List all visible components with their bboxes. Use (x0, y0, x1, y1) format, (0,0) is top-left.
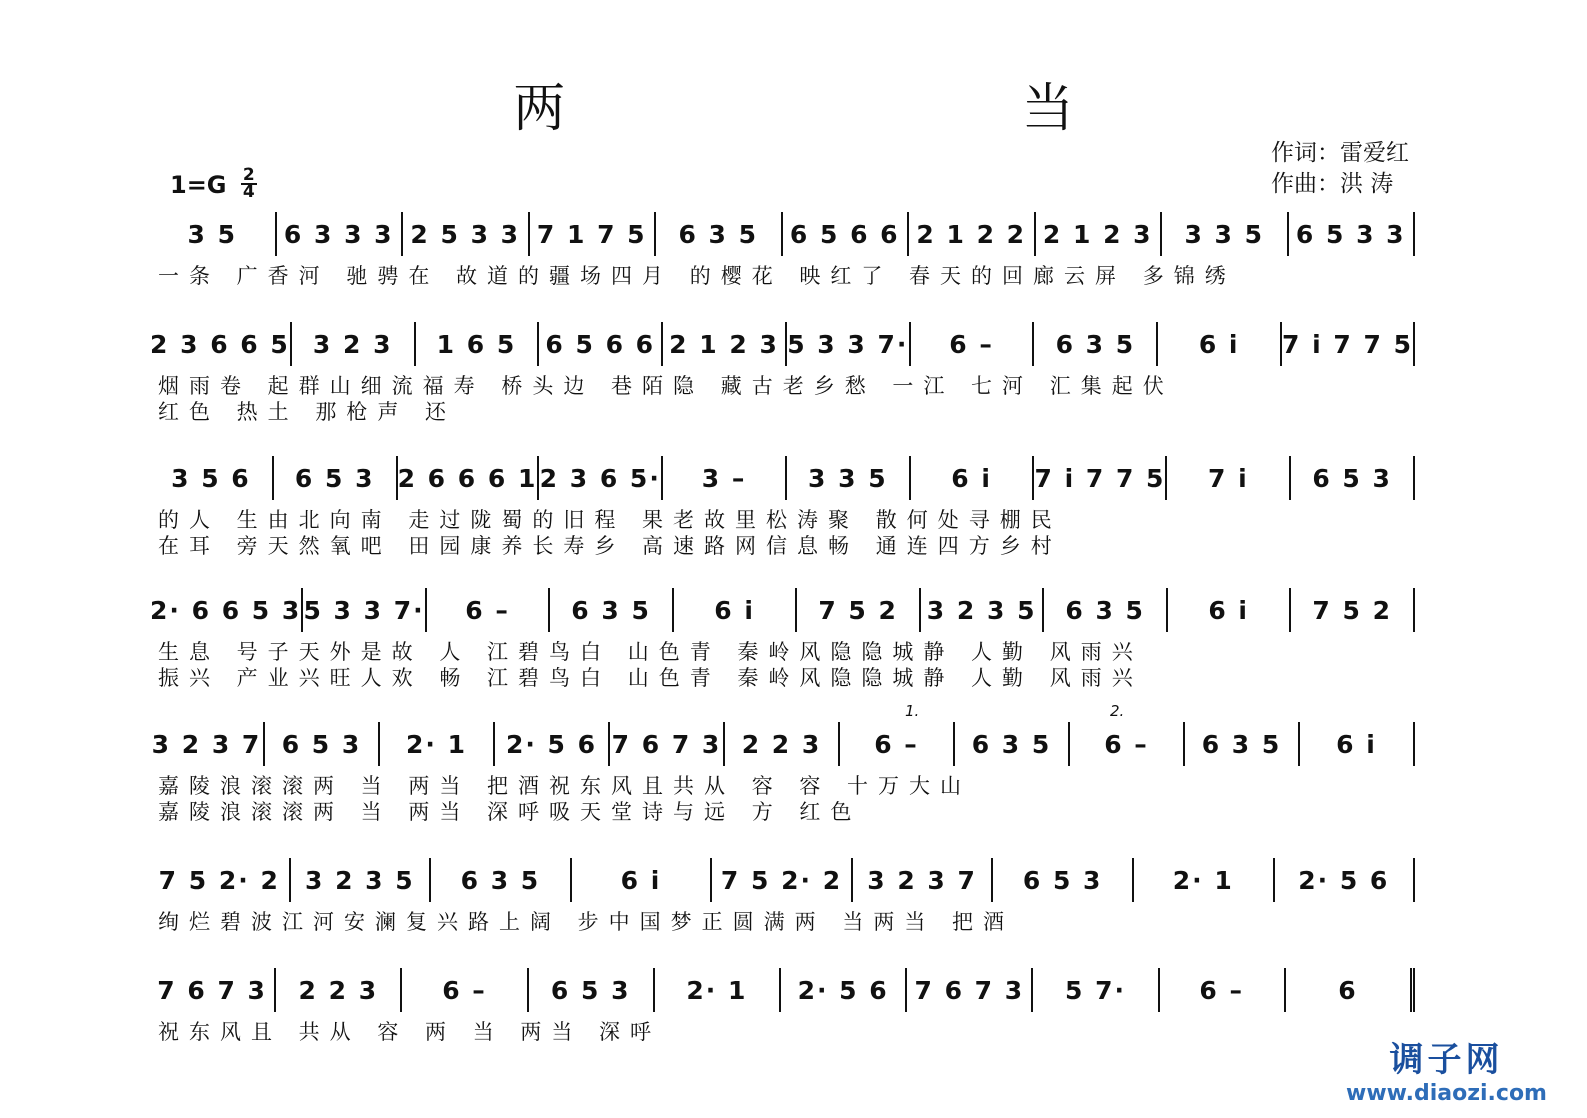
key-signature (170, 165, 257, 202)
measure-notes: 6 – (874, 729, 919, 759)
measure (1036, 212, 1163, 256)
measure-notes: 6 (1338, 975, 1358, 1005)
measure-notes: 3 2 3 5 (926, 595, 1037, 625)
measure (663, 456, 787, 500)
measure-notes: 6 i (1208, 595, 1249, 625)
notation-system (150, 858, 1415, 932)
credits (1271, 138, 1409, 200)
measure (265, 722, 380, 766)
measure-notes: 3 – (701, 463, 747, 493)
measure (529, 968, 655, 1012)
measure (993, 858, 1134, 902)
measure (380, 722, 495, 766)
measure-notes: 2 1 2 3 (669, 329, 779, 359)
measure (1160, 968, 1286, 1012)
measure (427, 588, 551, 632)
measure-notes: 2· 5 6 (505, 729, 598, 759)
measure-notes: 2 1 2 3 (1042, 219, 1153, 249)
measure (655, 968, 781, 1012)
measure-notes: 3 2 3 5 (304, 865, 415, 895)
measure (921, 588, 1045, 632)
measure-notes: 3 3 5 (808, 463, 888, 493)
measure (1286, 968, 1415, 1012)
measure-notes: 2 2 3 (741, 729, 822, 759)
measure-notes: 2· 5 6 (1298, 865, 1390, 895)
measure-notes: 7 5 2· 2 (720, 865, 843, 895)
measure-notes: 6 – (949, 329, 994, 359)
measure (787, 322, 911, 366)
measure (1034, 456, 1167, 500)
measure (1291, 588, 1415, 632)
measure (276, 968, 402, 1012)
lyric-line: 振兴 产业兴旺人欢 畅 江碧鸟白 山色青 秦岭风隐隐城静 人勤 风雨兴 (158, 666, 1143, 688)
measure-notes: 6 3 5 (571, 595, 651, 625)
measure-notes: 6 – (1199, 975, 1245, 1005)
measure-notes: 6 – (442, 975, 487, 1005)
measure-notes: 7 6 7 3 (611, 729, 722, 759)
measure (955, 722, 1070, 766)
measure (1275, 858, 1416, 902)
measure-notes: 6 i (951, 463, 992, 493)
measure (1167, 456, 1291, 500)
measure (495, 722, 610, 766)
measure-row (150, 722, 1415, 766)
measure (303, 588, 427, 632)
measure (1070, 722, 1185, 766)
measure-notes: 3 2 3 (312, 329, 393, 359)
measure (1162, 212, 1289, 256)
measure-notes: 3 5 6 (171, 463, 251, 493)
measure (150, 322, 292, 366)
measure-notes: 6 5 3 (1312, 463, 1392, 493)
lyric-line: 绚烂碧波江河安澜复兴路上阔 步中国梦正圆满两 当两当 把酒 (158, 910, 1015, 932)
measure-notes: 7 5 2 (818, 595, 898, 625)
measure-row (150, 968, 1415, 1012)
measure (674, 588, 798, 632)
song-title: 两 当 (513, 79, 1294, 139)
measure-notes: 7 5 2· 2 (158, 865, 280, 895)
measure (797, 588, 921, 632)
measure-notes: 5 7· (1065, 975, 1127, 1005)
measure (907, 968, 1033, 1012)
time-denominator: 4 (242, 182, 255, 202)
measure (530, 212, 657, 256)
measure (550, 588, 674, 632)
measure (416, 322, 540, 366)
measure-notes: 7 6 7 3 (157, 975, 267, 1005)
measure (431, 858, 572, 902)
measure (402, 968, 528, 1012)
measure-notes: 3 2 3 7 (867, 865, 977, 895)
measure-notes: 6 – (1104, 729, 1149, 759)
measure (150, 456, 274, 500)
time-numerator: 2 (242, 165, 255, 185)
measure-notes: 6 5 3 (550, 975, 631, 1005)
measure-notes: 7 6 7 3 (914, 975, 1025, 1005)
measure-notes: 2 3 6 6 5 (150, 329, 290, 359)
measure-notes: 6 3 5 (1065, 595, 1145, 625)
measure-row (150, 322, 1415, 366)
measure-notes: 2 5 3 3 (410, 219, 521, 249)
measure-notes: 3 5 (187, 219, 237, 249)
lyric-line: 的人 生由北向南 走过陇蜀的旧程 果老故里松涛聚 散何处寻棚民 (158, 508, 1062, 530)
measure-row (150, 212, 1415, 256)
measure (610, 722, 725, 766)
measure-notes: 6 – (465, 595, 510, 625)
measure-notes: 2· 1 (686, 975, 748, 1005)
notation-system (150, 968, 1415, 1042)
measure-notes: 3 2 3 7 (151, 729, 262, 759)
measure (1044, 588, 1168, 632)
lyric-line: 红色 热土 那枪声 还 (158, 400, 457, 422)
measure (1168, 588, 1292, 632)
measure-notes: 6 5 3 (294, 463, 375, 493)
measure-row (150, 456, 1415, 500)
measure (781, 968, 907, 1012)
measure (787, 456, 911, 500)
measure (150, 722, 265, 766)
measure-notes: 5 3 3 7· (787, 329, 909, 359)
measure-notes: 1 6 5 (436, 329, 517, 359)
measure-notes: 5 3 3 7· (303, 595, 425, 625)
watermark-url: www.diaozi.com (1346, 1081, 1547, 1106)
measure (403, 212, 530, 256)
lyric-line: 嘉陵浪滚滚两 当 两当 深呼吸天堂诗与远 方 红色 (158, 800, 862, 822)
measure (291, 858, 432, 902)
notation-system (150, 322, 1415, 422)
measure-notes: 7 1 7 5 (536, 219, 647, 249)
measure (1158, 322, 1282, 366)
volta-label: 2. (1110, 702, 1125, 720)
notation-system (150, 456, 1415, 556)
measure-notes: 2 1 2 2 (916, 219, 1027, 249)
measure (783, 212, 910, 256)
lyric-line: 一条 广香河 驰骋在 故道的疆场四月 的樱花 映红了 春天的回廊云屏 多锦绣 (158, 264, 1236, 286)
lyric-line: 在耳 旁天然氧吧 田园康养长寿乡 高速路网信息畅 通连四方乡村 (158, 534, 1062, 556)
measure (1291, 456, 1415, 500)
measure (274, 456, 398, 500)
measure-notes: 6 5 6 6 (545, 329, 656, 359)
measure-notes: 6 i (1336, 729, 1377, 759)
measure-notes: 7 i 7 7 5 (1034, 463, 1166, 493)
measure (909, 212, 1036, 256)
composer-credit: 作曲：洪 涛 (1271, 171, 1394, 197)
measure-notes: 7 5 2 (1312, 595, 1392, 625)
measure (911, 456, 1035, 500)
measure (853, 858, 994, 902)
key-label: 1=G (170, 171, 227, 199)
measure (911, 322, 1035, 366)
lyric-line: 嘉陵浪滚滚两 当 两当 把酒祝东风且共从 容 容 十万大山 (158, 774, 972, 796)
measure (292, 322, 416, 366)
lyric-line: 生息 号子天外是故 人 江碧鸟白 山色青 秦岭风隐隐城静 人勤 风雨兴 (158, 640, 1143, 662)
measure (1185, 722, 1300, 766)
measure (712, 858, 853, 902)
notation-system (150, 702, 1415, 822)
measure-notes: 6 3 5 (1201, 729, 1282, 759)
lyric-line: 烟雨卷 起群山细流福寿 桥头边 巷陌隐 藏古老乡愁 一江 七河 汇集起伏 (158, 374, 1174, 396)
measure (656, 212, 783, 256)
lyricist-credit: 作词：雷爱红 (1271, 140, 1409, 166)
measure (572, 858, 713, 902)
measure (1034, 322, 1158, 366)
measure-notes: 6 5 3 (281, 729, 362, 759)
measure-notes: 6 i (620, 865, 662, 895)
measure-notes: 3 3 5 (1184, 219, 1265, 249)
volta-label: 1. (905, 702, 920, 720)
measure (539, 456, 663, 500)
measure-notes: 2 2 3 (298, 975, 379, 1005)
measure-notes: 2· 5 6 (797, 975, 889, 1005)
measure (1033, 968, 1159, 1012)
measure (840, 722, 955, 766)
measure (150, 968, 276, 1012)
measure-notes: 7 i 7 7 5 (1282, 329, 1414, 359)
measure-notes: 6 5 6 6 (789, 219, 900, 249)
measure-notes: 6 5 3 (1022, 865, 1103, 895)
measure (398, 456, 540, 500)
measure (1134, 858, 1275, 902)
measure-notes: 2 6 6 6 1 (397, 463, 538, 493)
measure-notes: 6 3 5 (678, 219, 759, 249)
measure (663, 322, 787, 366)
measure-notes: 6 3 5 (971, 729, 1052, 759)
site-watermark (1346, 1032, 1547, 1106)
measure-notes: 6 5 3 3 (1295, 219, 1406, 249)
time-signature (241, 165, 257, 202)
measure-notes: 7 i (1208, 463, 1249, 493)
measure-notes: 2· 1 (406, 729, 467, 759)
measure-row (150, 588, 1415, 632)
measure (1300, 722, 1415, 766)
measure (725, 722, 840, 766)
measure-notes: 6 3 5 (460, 865, 541, 895)
measure-row (150, 858, 1415, 902)
measure-notes: 6 3 5 (1055, 329, 1136, 359)
notation-system (150, 588, 1415, 688)
measure-notes: 2· 1 (1172, 865, 1234, 895)
measure-notes: 6 i (1198, 329, 1240, 359)
measure (150, 858, 291, 902)
measure (539, 322, 663, 366)
measure-notes: 6 3 3 3 (283, 219, 394, 249)
measure (150, 588, 303, 632)
measure (150, 212, 277, 256)
watermark-name: 调子网 (1389, 1040, 1504, 1080)
measure (1282, 322, 1415, 366)
lyric-line: 祝东风且 共从 容 两 当 两当 深呼 (158, 1020, 662, 1042)
measure (1289, 212, 1416, 256)
measure-notes: 2 3 6 5· (539, 463, 661, 493)
measure-notes: 2· 6 6 5 3 (150, 595, 302, 625)
measure-notes: 6 i (714, 595, 755, 625)
measure (277, 212, 404, 256)
notation-system (150, 212, 1415, 286)
